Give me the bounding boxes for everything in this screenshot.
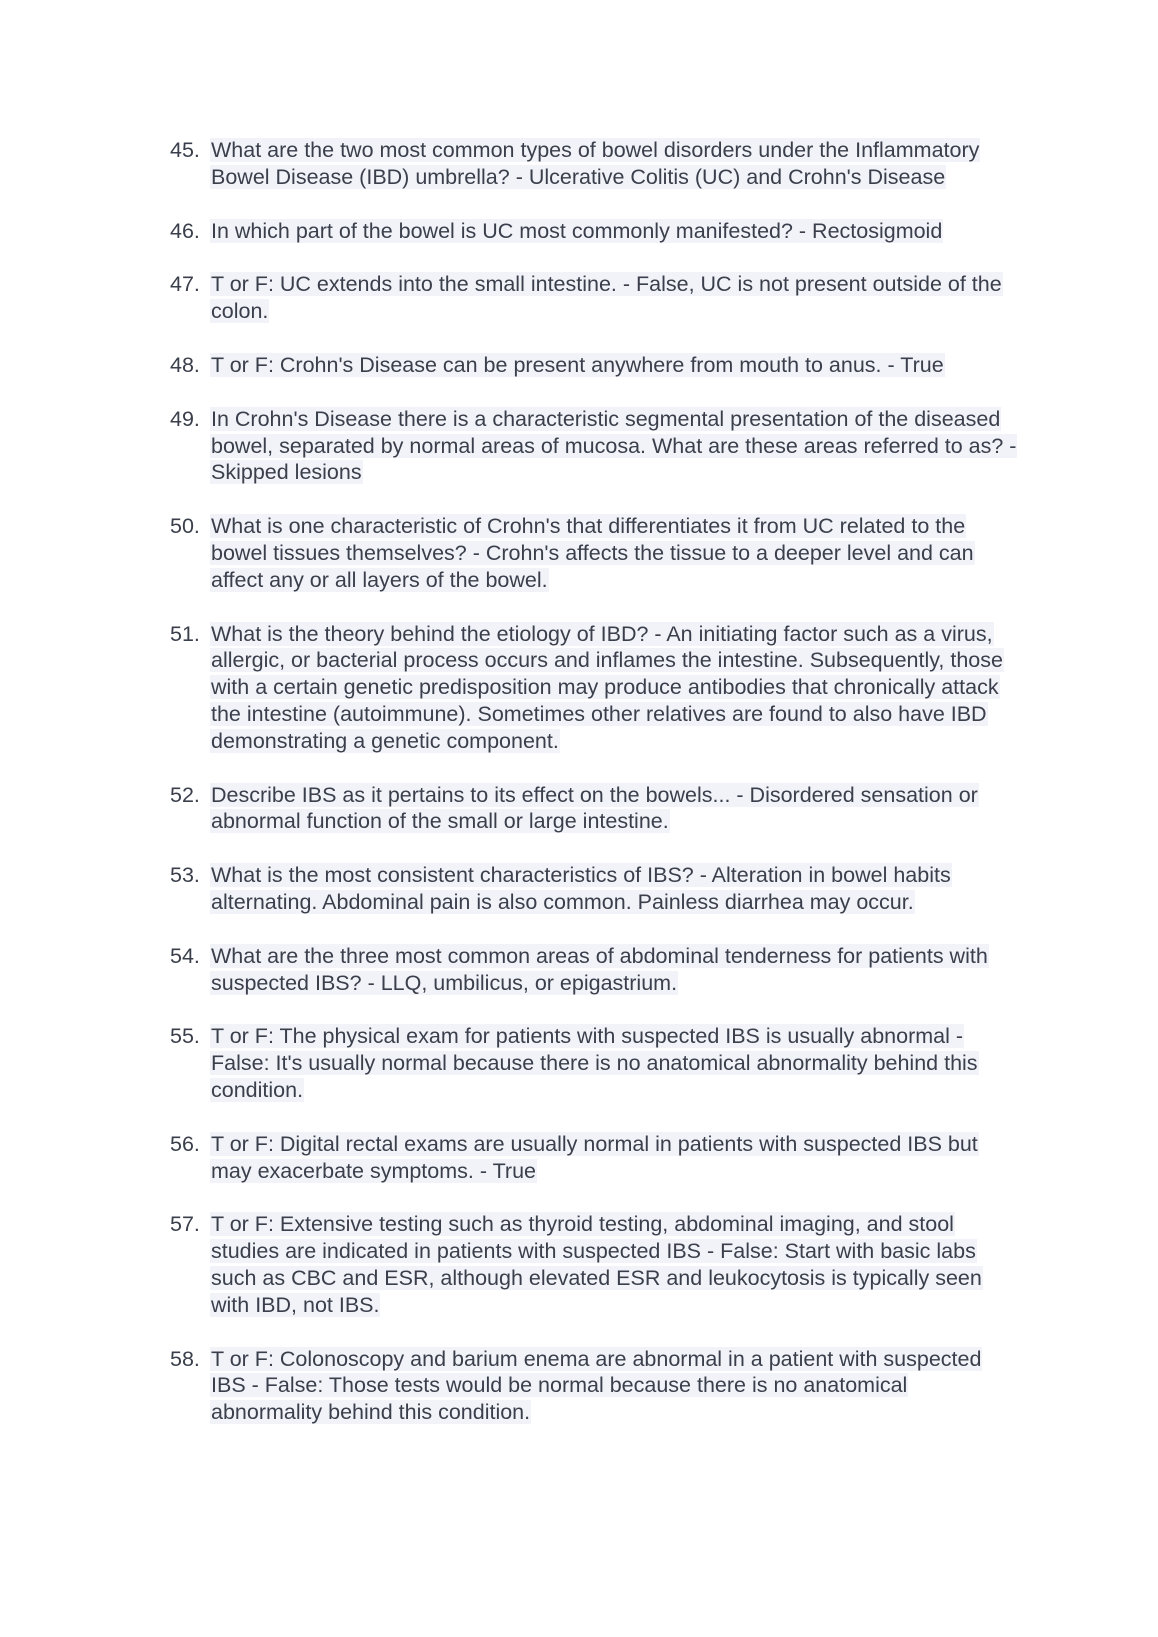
item-text-content: What are the two most common types of bowel disorders under the Inflammatory Bowel Disease (IBD) umbrella? - Ulcerative Colitis (UC) and Crohn's Disease bbox=[211, 138, 980, 189]
item-text bbox=[210, 862, 1022, 916]
item-text bbox=[210, 621, 1022, 755]
item-text bbox=[210, 137, 1022, 191]
list-item bbox=[170, 1346, 1040, 1426]
item-number: 52. bbox=[170, 782, 200, 807]
list-item bbox=[170, 137, 1040, 191]
item-number: 51. bbox=[170, 621, 200, 646]
item-text-content: What are the three most common areas of abdominal tenderness for patients with suspected IBS? - LLQ, umbilicus, or epigastrium. bbox=[211, 943, 988, 995]
item-number: 46. bbox=[170, 218, 200, 243]
item-text-content: T or F: UC extends into the small intestine. - False, UC is not present outside of the colon. bbox=[211, 272, 1002, 324]
item-number: 50. bbox=[170, 514, 200, 539]
item-text-content: T or F: Colonoscopy and barium enema are abnormal in a patient with suspected IBS - False: Those tests would be normal because there is no anatomical abnormality behind this condition. bbox=[211, 1346, 982, 1425]
item-text-content: Describe IBS as it pertains to its effect on the bowels... - Disordered sensation or abnormal function of the small or large intestine. bbox=[211, 782, 978, 834]
item-text-content: T or F: The physical exam for patients with suspected IBS is usually abnormal - False: It's usually normal because there is no anatomical abnormality behind this condition. bbox=[211, 1024, 978, 1102]
item-text bbox=[210, 782, 1022, 836]
list-item bbox=[170, 782, 1040, 836]
item-number: 56. bbox=[170, 1131, 200, 1156]
item-text bbox=[210, 943, 1022, 997]
item-text-content: In which part of the bowel is UC most commonly manifested? - Rectosigmoid bbox=[211, 218, 943, 243]
item-text bbox=[210, 1131, 1022, 1185]
item-text-content: In Crohn's Disease there is a characteristic segmental presentation of the diseased bowel, separated by normal areas of mucosa. What are these areas referred to as? - Skipped lesions bbox=[211, 406, 1017, 485]
list-item bbox=[170, 513, 1040, 593]
item-text bbox=[210, 513, 1022, 593]
list-item bbox=[170, 1131, 1040, 1185]
item-text bbox=[210, 218, 1022, 245]
item-number: 45. bbox=[170, 138, 200, 162]
list-item bbox=[170, 621, 1040, 755]
question-answer-list bbox=[170, 137, 1040, 1453]
list-item bbox=[170, 271, 1040, 325]
list-item bbox=[170, 943, 1040, 997]
item-number: 53. bbox=[170, 863, 200, 888]
list-item bbox=[170, 1023, 1040, 1103]
list-item bbox=[170, 352, 1040, 379]
item-text bbox=[210, 1346, 1022, 1426]
list-item bbox=[170, 1211, 1040, 1318]
item-number: 57. bbox=[170, 1212, 200, 1237]
item-text-content: What is one characteristic of Crohn's that differentiates it from UC related to the bowel tissues themselves? - Crohn's affects the tissue to a deeper level and can affect any or all layers of the bowel. bbox=[211, 514, 974, 592]
item-text bbox=[210, 1211, 1022, 1318]
item-text bbox=[210, 352, 1022, 379]
item-text-content: T or F: Crohn's Disease can be present anywhere from mouth to anus. - True bbox=[211, 352, 944, 377]
item-text bbox=[210, 406, 1022, 486]
item-text-content: T or F: Extensive testing such as thyroid testing, abdominal imaging, and stool studies are indicated in patients with suspected IBS - False: Start with basic labs such as CBC and ESR, although elevated ESR and leukocytosis is typically seen with IBD, not IBS. bbox=[211, 1212, 982, 1317]
item-text-content: What is the most consistent characteristics of IBS? - Alteration in bowel habits alternating. Abdominal pain is also common. Painless diarrhea may occur. bbox=[211, 863, 951, 914]
item-text-content: What is the theory behind the etiology of IBD? - An initiating factor such as a virus, allergic, or bacterial process occurs and inflames the intestine. Subsequently, those with a certain genetic predisposition may produce antibodies that chronically attack the intestine (autoimmune). Sometimes other relatives are found to also have IBD demonstrating a genetic component. bbox=[211, 621, 1003, 753]
item-number: 58. bbox=[170, 1346, 200, 1371]
item-text bbox=[210, 1023, 1022, 1103]
item-number: 48. bbox=[170, 352, 200, 377]
item-number: 47. bbox=[170, 272, 200, 297]
list-item bbox=[170, 862, 1040, 916]
list-item bbox=[170, 218, 1040, 245]
item-number: 49. bbox=[170, 406, 200, 431]
item-number: 54. bbox=[170, 943, 200, 968]
item-text bbox=[210, 271, 1022, 325]
list-item bbox=[170, 406, 1040, 486]
item-number: 55. bbox=[170, 1024, 200, 1049]
item-text-content: T or F: Digital rectal exams are usually normal in patients with suspected IBS but may exacerbate symptoms. - True bbox=[211, 1131, 978, 1183]
